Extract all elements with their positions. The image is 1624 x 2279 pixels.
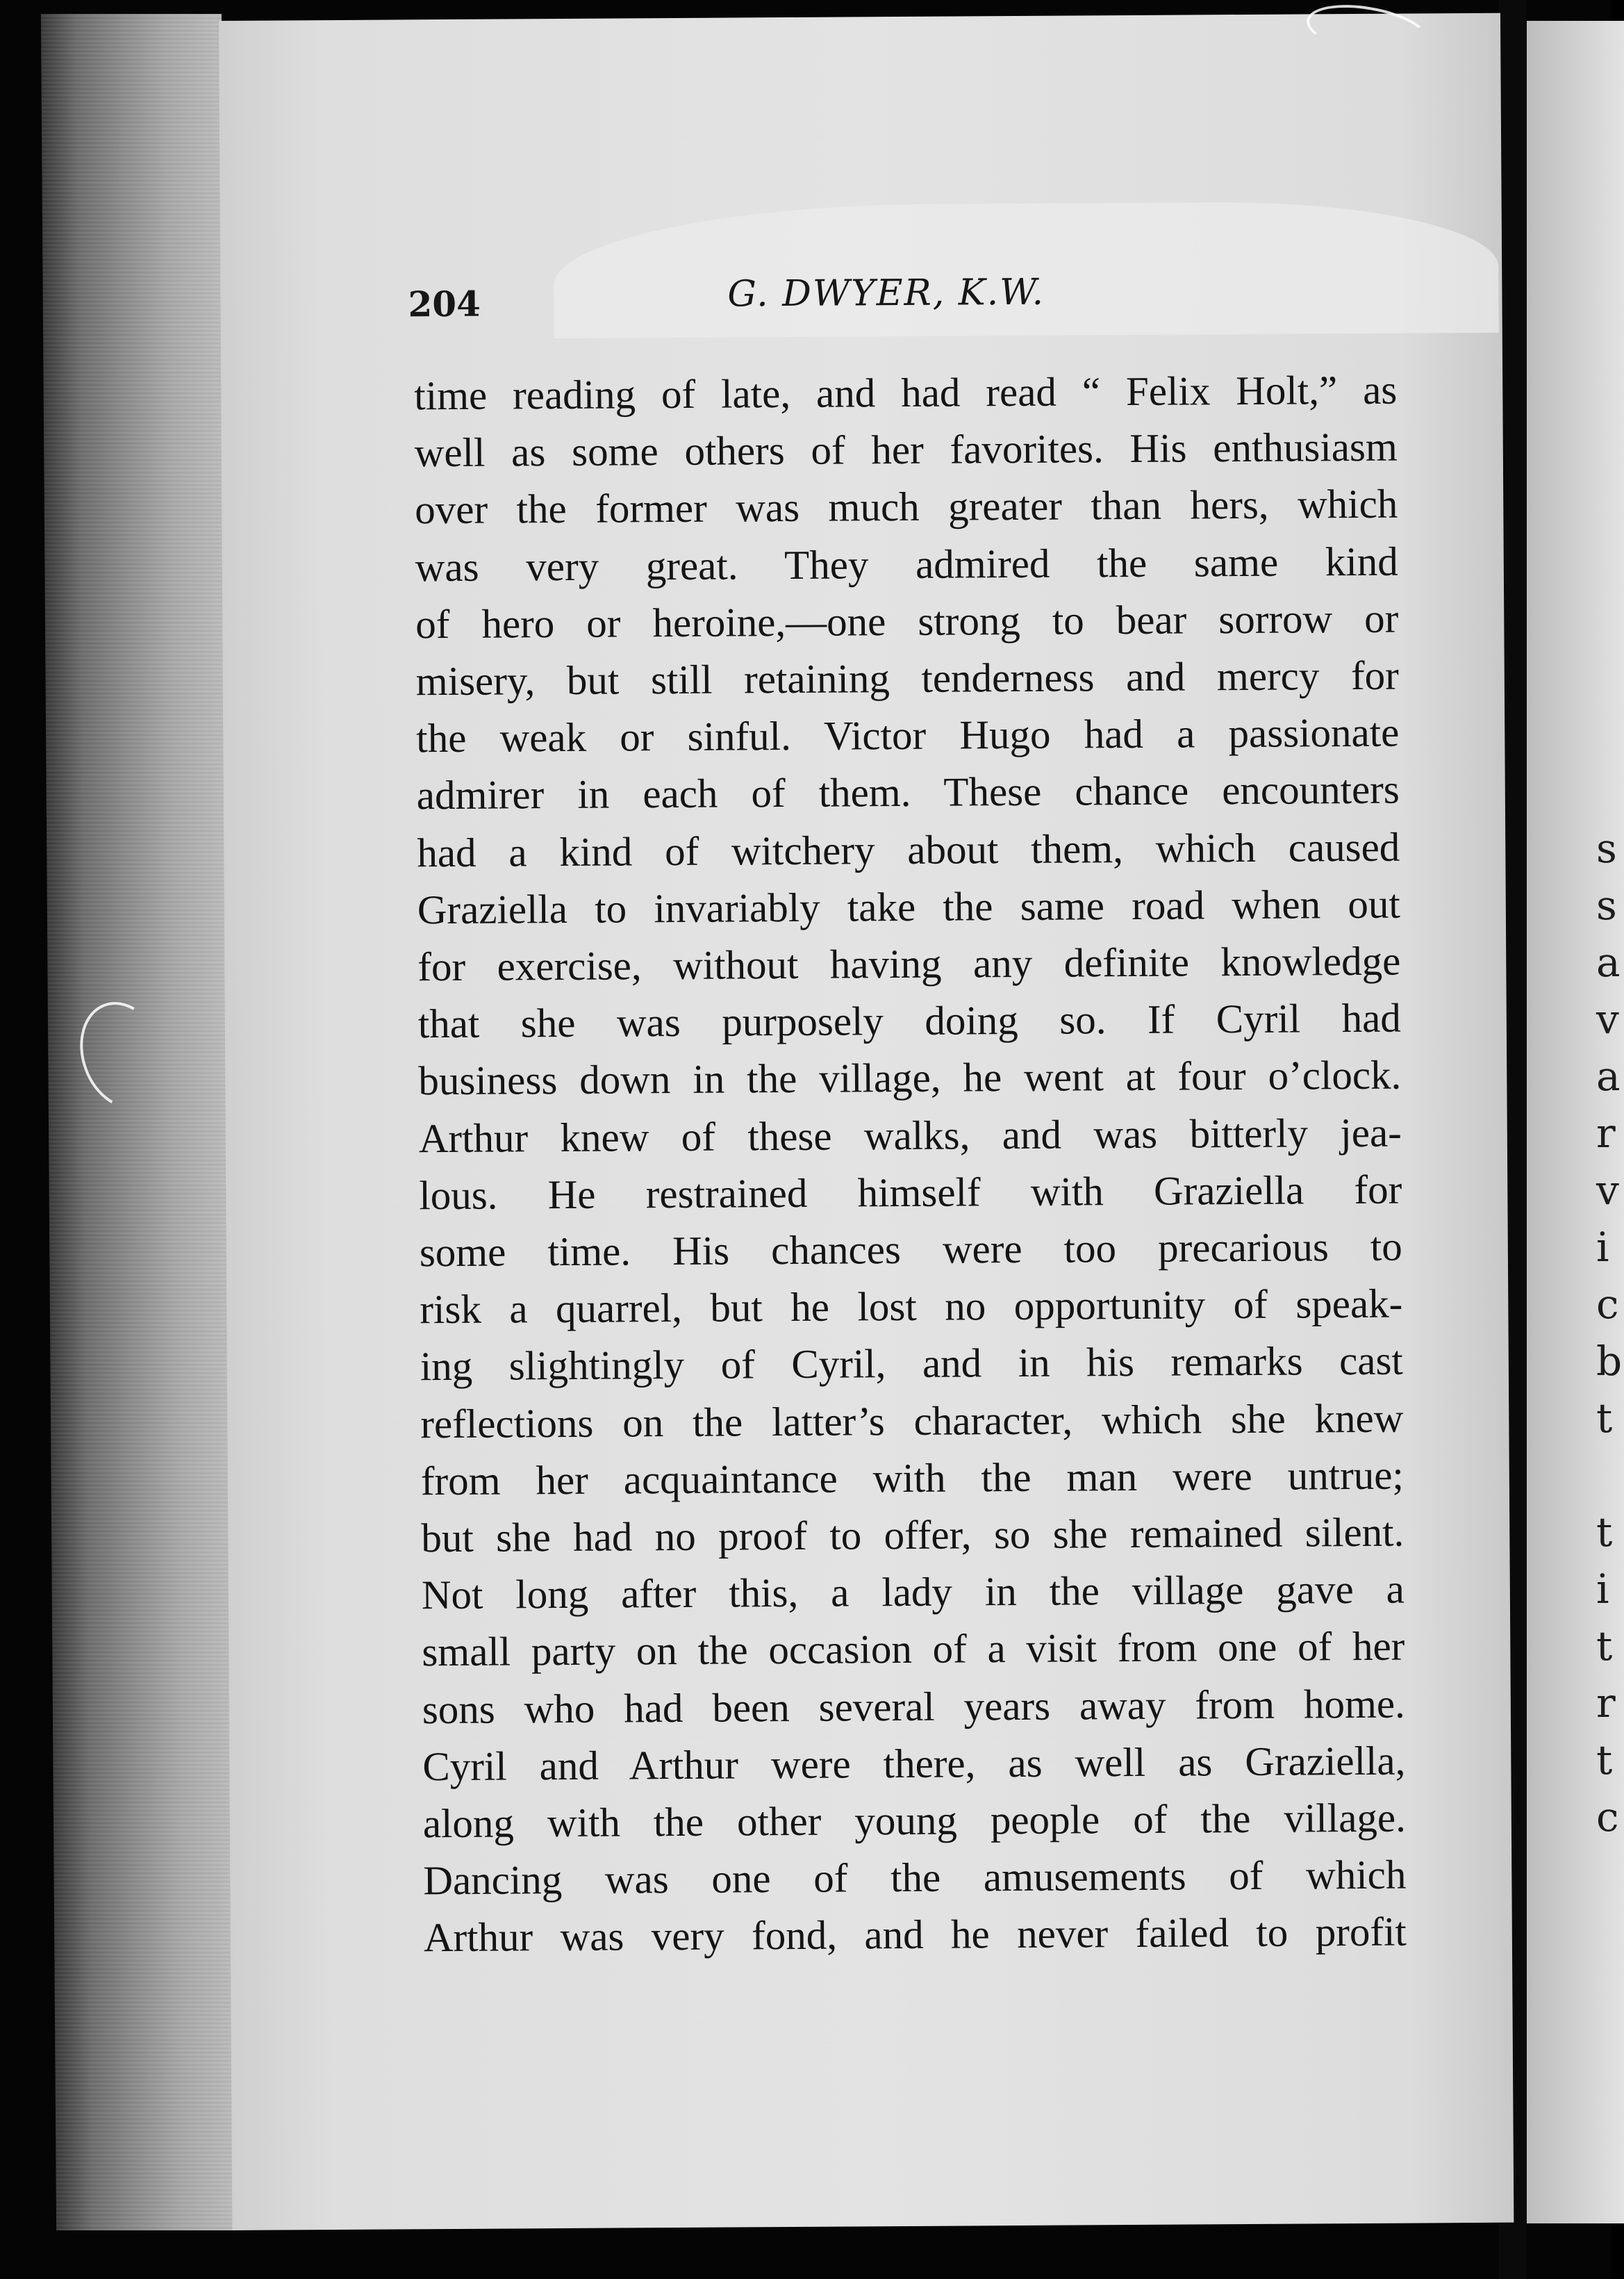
text-line: small party on the occasion of a visit from one of her	[422, 1623, 1405, 1675]
facing-page-letter: r	[1596, 1110, 1616, 1157]
facing-page-letter: s	[1596, 825, 1617, 872]
facing-page-letter: t	[1596, 1736, 1613, 1784]
text-line: Not long after this, a lady in the village gave a	[421, 1565, 1405, 1618]
text-line: Arthur knew of these walks, and was bitterly jea-	[418, 1109, 1402, 1161]
text-line: Graziella to invariably take the same road when out	[417, 880, 1400, 933]
facing-page-letter: t	[1596, 1508, 1613, 1556]
facing-page-letter	[1596, 1447, 1624, 1504]
text-line: business down in the village, he went at four o’clock.	[418, 1052, 1402, 1104]
stacked-page-edges	[41, 14, 237, 2230]
facing-page-letter: c	[1596, 1281, 1619, 1328]
facing-page-letter: a	[1596, 939, 1621, 986]
facing-page-letter: i	[1596, 1224, 1609, 1271]
text-line: had a kind of witchery about them, which caused	[417, 823, 1400, 875]
facing-page-partial-text	[1596, 820, 1624, 1845]
text-line: lous. He restrained himself with Graziella for	[419, 1166, 1402, 1219]
page-number: 204	[408, 283, 481, 325]
text-line: time reading of late, and had read “ Felix Holt,” as	[414, 366, 1398, 419]
text-line: reflections on the latter’s character, which she knew	[420, 1394, 1404, 1447]
facing-page-letter: v	[1596, 1167, 1619, 1214]
text-line: Cyril and Arthur were there, as well as Graziella,	[422, 1737, 1406, 1790]
facing-page-letter: s	[1596, 882, 1617, 929]
facing-page-letter: r	[1596, 1679, 1616, 1727]
text-line: ing slightingly of Cyril, and in his remarks cast	[420, 1338, 1404, 1390]
text-line: was very great. They admired the same kind	[415, 538, 1398, 590]
torn-paper-patch	[554, 201, 1499, 338]
facing-page-letter: c	[1596, 1793, 1619, 1841]
body-text	[414, 361, 1407, 1966]
text-line: the weak or sinful. Victor Hugo had a passionate	[416, 709, 1400, 762]
text-line: Arthur was very fond, and he never failed to profit	[423, 1909, 1407, 1961]
book-page	[219, 13, 1514, 2230]
facing-page-letter: b	[1596, 1338, 1623, 1385]
text-line: but she had no proof to offer, so she remained silent.	[421, 1508, 1405, 1561]
text-line: sons who had been several years away from home.	[422, 1680, 1406, 1732]
text-line: of hero or heroine,—one strong to bear sorrow or	[415, 595, 1399, 648]
text-line: misery, but still retaining tenderness and mercy for	[415, 652, 1399, 705]
facing-page-letter: t	[1596, 1394, 1613, 1442]
text-line: Dancing was one of the amusements of which	[423, 1851, 1407, 1904]
text-line: for exercise, without having any definite knowledge	[417, 937, 1401, 990]
text-line: well as some others of her favorites. His enthusiasm	[414, 423, 1398, 476]
text-line: over the former was much greater than hers, which	[415, 481, 1398, 533]
text-line: admirer in each of them. These chance encounters	[416, 766, 1400, 818]
facing-page-letter: i	[1596, 1565, 1609, 1613]
facing-page-letter: a	[1596, 1053, 1621, 1100]
text-line: from her acquaintance with the man were untrue;	[420, 1451, 1405, 1504]
running-head: G. DWYER, K.W.	[727, 271, 1045, 315]
facing-page-letter: v	[1596, 996, 1619, 1043]
facing-page-letter: t	[1596, 1622, 1613, 1670]
text-line: some time. His chances were too precarious to	[419, 1223, 1403, 1276]
text-line: along with the other young people of the village.	[422, 1794, 1407, 1847]
text-line: that she was purposely doing so. If Cyril had	[417, 994, 1401, 1047]
text-line: risk a quarrel, but he lost no opportunity of speak-	[420, 1280, 1403, 1333]
